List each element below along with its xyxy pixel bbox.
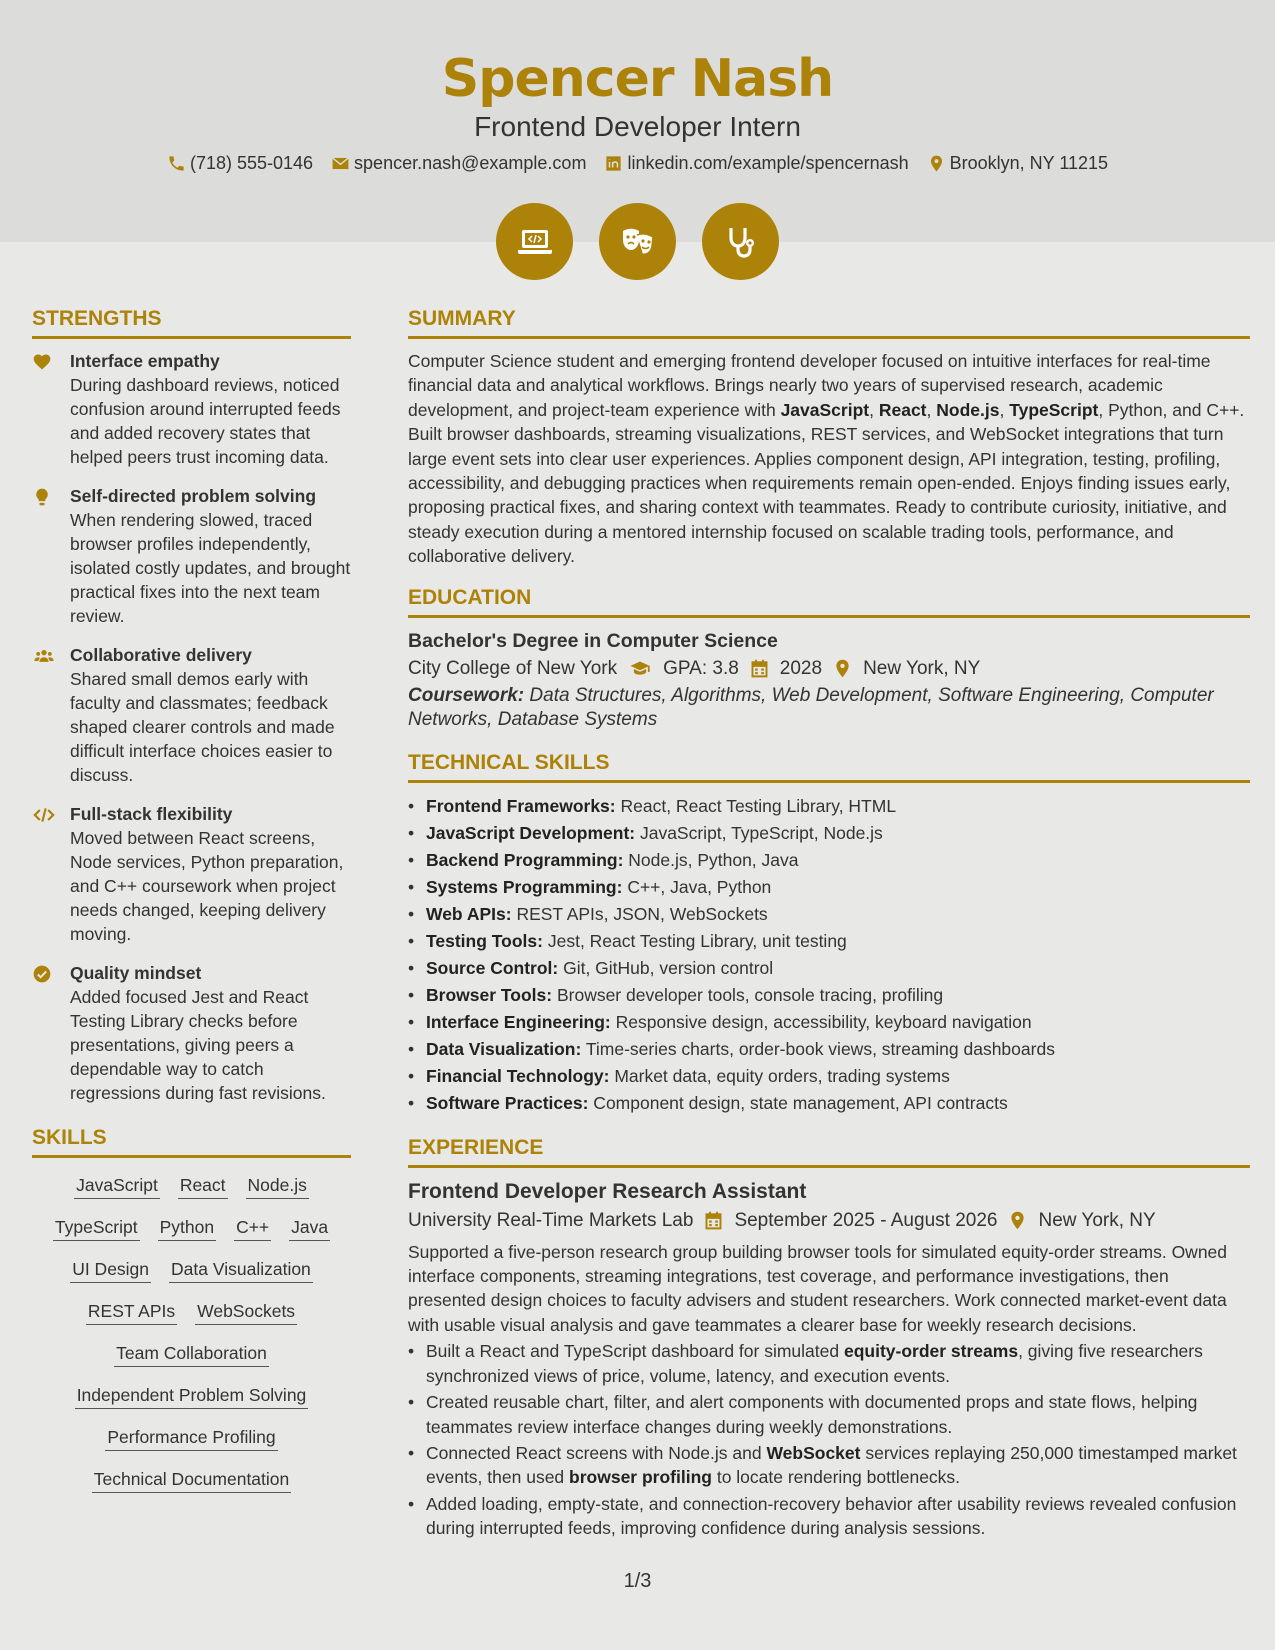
job-bullet: • Built a React and TypeScript dashboard for simulated equity-order streams, giving five researchers synchronized views of price, volume, latency, and execution events.: [408, 1339, 1250, 1388]
coursework: Coursework: Data Structures, Algorithms, Web Development, Software Engineering, Computer Networks, Database Systems: [408, 684, 1214, 730]
technical-skill-item: • Web APIs: REST APIs, JSON, WebSockets: [408, 901, 1250, 928]
skill-row: [32, 1298, 351, 1325]
gpa: GPA: 3.8: [663, 657, 739, 679]
technical-skill-item: • Interface Engineering: Responsive design, accessibility, keyboard navigation: [408, 1009, 1250, 1036]
laptop-code-icon: [515, 222, 555, 262]
strength-title: Collaborative delivery: [70, 645, 252, 665]
job-bullets: [408, 1339, 1250, 1540]
calendar-icon: [749, 658, 770, 679]
grad-year: 2028: [779, 657, 823, 679]
contact-email[interactable]: [331, 151, 586, 175]
contact-location: [927, 151, 1108, 175]
technical-skill-item: • Financial Technology: Market data, equity orders, trading systems: [408, 1063, 1250, 1090]
contact-bar: [0, 151, 1275, 175]
skill-tag: Node.js: [246, 1172, 309, 1199]
phone-icon: [167, 154, 186, 173]
skill-tag: REST APIs: [86, 1298, 177, 1325]
strength-item: [32, 484, 351, 628]
linkedin-text: linkedin.com/example/spencernash: [627, 153, 909, 173]
skill-tag: C++: [234, 1214, 271, 1241]
graduation-cap-icon: [627, 658, 653, 679]
skill-row: [32, 1256, 351, 1283]
left-column: [32, 306, 351, 1508]
strength-title: Self-directed problem solving: [70, 486, 317, 506]
users-icon: [32, 646, 56, 666]
summary-text: Computer Science student and emerging frontend developer focused on intuitive interfaces for real-time financial data and analytical workflows. Brings nearly two years of supervised research, academic development, and project-team experience with JavaScript, React, Node.js, TypeScript, Python, and C++. Built browser dashboards, streaming visualizations, REST services, and WebSocket integrations that turn large event sets into clear user experiences. Applies component design, API integration, testing, profiling, accessibility, and debugging practices when requirements remain open-ended. Enjoys finding issues early, proposing practical fixes, and sharing context with teammates. Ready to contribute curiosity, initiative, and steady execution during a mentored internship focused on scalable trading tools, performance, and collaborative delivery.: [408, 351, 1245, 567]
code-icon: [32, 805, 56, 825]
skill-tag: WebSockets: [195, 1298, 297, 1325]
check-circle-icon: [32, 964, 52, 984]
job-bullet: • Connected React screens with Node.js and WebSocket services replaying 250,000 timestamped market events, then used browser profiling to locate rendering bottlenecks.: [408, 1441, 1250, 1490]
skill-tag: UI Design: [70, 1256, 151, 1283]
map-marker-icon: [1007, 1210, 1028, 1231]
skill-row: [32, 1340, 351, 1367]
linkedin-icon: [604, 154, 623, 173]
phone-text: (718) 555-0146: [189, 153, 314, 173]
theater-masks-badge: [599, 203, 676, 280]
theater-masks-icon: [618, 222, 658, 262]
page-number: 1/3: [623, 1570, 652, 1592]
calendar-icon: [703, 1210, 724, 1231]
skill-tag: Technical Documentation: [92, 1466, 292, 1493]
job-meta: [408, 1206, 1250, 1236]
skill-row: [32, 1424, 351, 1451]
education-meta: [408, 654, 1250, 684]
technical-skill-item: • Source Control: Git, GitHub, version control: [408, 955, 1250, 982]
skill-tag: TypeScript: [53, 1214, 140, 1241]
school-name: City College of New York: [408, 657, 618, 679]
experience-heading: EXPERIENCE: [408, 1135, 1250, 1168]
contact-phone[interactable]: [167, 151, 313, 175]
stethoscope-icon: [721, 222, 761, 262]
email-text: spencer.nash@example.com: [354, 153, 587, 173]
stethoscope-badge: [702, 203, 779, 280]
job-dates: September 2025 - August 2026: [734, 1209, 998, 1231]
skill-tag: Performance Profiling: [105, 1424, 277, 1451]
job-bullet: • Added loading, empty-state, and connection-recovery behavior after usability reviews revealed confusion during interrupted feeds, improving confidence during analysis sessions.: [408, 1492, 1250, 1541]
strength-item: [32, 802, 351, 946]
right-column: [408, 306, 1250, 1543]
strength-desc: Shared small demos early with faculty and classmates; feedback shaped clearer controls and made difficult interface choices easier to discuss.: [70, 669, 335, 785]
contact-linkedin[interactable]: [604, 151, 908, 175]
envelope-icon: [331, 154, 350, 173]
skills-heading: SKILLS: [32, 1125, 351, 1158]
strength-desc: When rendering slowed, traced browser profiles independently, isolated costly updates, and brought practical fixes into the next team review.: [70, 510, 351, 626]
job-bullet: • Created reusable chart, filter, and alert components with documented props and state flows, helping teammates review interface changes during weekly demonstrations.: [408, 1390, 1250, 1439]
technical-skills-list: [408, 793, 1250, 1117]
skill-tag: Team Collaboration: [114, 1340, 269, 1367]
job-location: New York, NY: [1038, 1209, 1156, 1231]
candidate-name: Spencer Nash: [441, 49, 834, 109]
resume-header: [0, 0, 1275, 242]
heart-icon: [32, 352, 52, 372]
skill-tag: Python: [158, 1214, 216, 1241]
technical-skill-item: • Browser Tools: Browser developer tools, console tracing, profiling: [408, 982, 1250, 1009]
map-marker-icon: [832, 658, 853, 679]
skill-row: [32, 1172, 351, 1199]
strength-title: Quality mindset: [70, 963, 202, 983]
strength-desc: During dashboard reviews, noticed confusion around interrupted feeds and added recovery states that helped peers trust incoming data.: [70, 375, 341, 467]
location-text: Brooklyn, NY 11215: [949, 153, 1109, 173]
strength-item: [32, 643, 351, 787]
job-org: University Real-Time Markets Lab: [408, 1209, 694, 1231]
degree-title: Bachelor's Degree in Computer Science: [408, 629, 778, 652]
skills-tags: [32, 1168, 351, 1493]
summary-heading: SUMMARY: [408, 306, 1250, 339]
lightbulb-icon: [32, 487, 52, 507]
skill-tag: Data Visualization: [169, 1256, 313, 1283]
technical-skill-item: • Testing Tools: Jest, React Testing Library, unit testing: [408, 928, 1250, 955]
strength-desc: Moved between React screens, Node services, Python preparation, and C++ coursework when project needs changed, keeping delivery moving.: [70, 828, 344, 944]
school-location: New York, NY: [863, 657, 981, 679]
education-heading: EDUCATION: [408, 585, 1250, 618]
strength-item: [32, 349, 351, 469]
map-marker-icon: [927, 154, 946, 173]
technical-skill-item: • Data Visualization: Time-series charts, order-book views, streaming dashboards: [408, 1036, 1250, 1063]
technical-skill-item: • Backend Programming: Node.js, Python, Java: [408, 847, 1250, 874]
skill-tag: JavaScript: [74, 1172, 160, 1199]
job-title: Frontend Developer Research Assistant: [408, 1179, 807, 1203]
technical-skill-item: • Systems Programming: C++, Java, Python: [408, 874, 1250, 901]
skill-tag: Independent Problem Solving: [75, 1382, 309, 1409]
laptop-code-badge: [496, 203, 573, 280]
technical-skill-item: • JavaScript Development: JavaScript, TypeScript, Node.js: [408, 820, 1250, 847]
technical-skill-item: • Software Practices: Component design, state management, API contracts: [408, 1090, 1250, 1117]
strength-desc: Added focused Jest and React Testing Library checks before presentations, giving peers a dependable way to catch regressions during fast revisions.: [70, 987, 326, 1103]
strength-item: [32, 961, 351, 1105]
job-description: Supported a five-person research group building browser tools for simulated equity-order streams. Owned interface components, streaming integrations, test coverage, and performance investigations, then presented design choices to faculty advisers and student researchers. Work connected market-event data with usable visual analysis and gave teammates a clearer base for weekly research decisions.: [408, 1241, 1228, 1335]
technical-skills-heading: TECHNICAL SKILLS: [408, 750, 1250, 783]
candidate-role: Frontend Developer Intern: [474, 111, 801, 142]
skill-row: [32, 1214, 351, 1241]
technical-skill-item: • Frontend Frameworks: React, React Testing Library, HTML: [408, 793, 1250, 820]
interest-badges: [0, 203, 1275, 280]
skill-row: [32, 1466, 351, 1493]
skill-tag: React: [178, 1172, 228, 1199]
strengths-heading: STRENGTHS: [32, 306, 351, 339]
strengths-list: [32, 349, 351, 1105]
strength-title: Full-stack flexibility: [70, 804, 233, 824]
strength-title: Interface empathy: [70, 351, 220, 371]
skill-tag: Java: [289, 1214, 330, 1241]
skill-row: [32, 1382, 351, 1409]
